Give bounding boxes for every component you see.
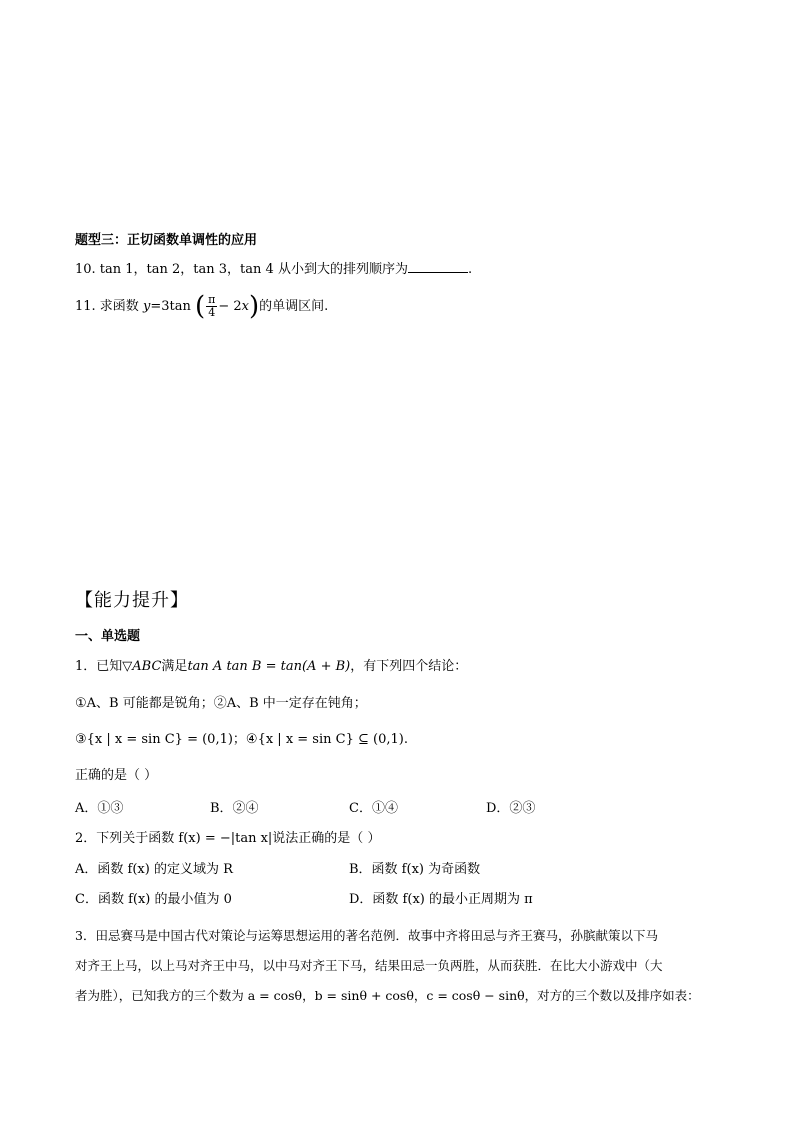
q2-option-b[interactable]: B．函数 f(x) 为奇函数	[349, 862, 481, 877]
function-tail: − 2	[218, 299, 242, 314]
function-var: x	[241, 299, 249, 314]
q1-stem	[75, 657, 467, 677]
right-paren: )	[249, 291, 260, 322]
q3-line-3: 者为胜），已知我方的三个数为 a = cosθ，b = sinθ + cosθ，c = cosθ − sinθ，对方的三个数以及排序如表：	[75, 988, 700, 1003]
q1-option-c[interactable]: C．①④	[349, 801, 398, 816]
q1-option-d[interactable]: D．②③	[486, 801, 536, 816]
fraction	[206, 294, 217, 319]
q2-option-d[interactable]: D．函数 f(x) 的最小正周期为 π	[349, 892, 533, 907]
function-name: y	[142, 299, 151, 314]
q1-prompt: 正确的是（ ）	[75, 768, 158, 783]
fraction-num: π	[208, 293, 216, 306]
q3-line-2: 对齐王上马，以上马对齐王中马，以中马对齐王下马，结果田忌一负两胜，从而获胜．在比大小游戏中（大	[75, 958, 663, 973]
question-11	[75, 293, 328, 321]
question-10-text: 10. tan 1，tan 2，tan 3，tan 4 从小到大的排列顺序为	[75, 262, 408, 277]
question-11-suffix: 的单调区间.	[259, 299, 329, 314]
ability-section-title: 【能力提升】	[75, 590, 189, 611]
left-paren: (	[194, 291, 206, 322]
q1-stem-a: 1．已知	[75, 659, 123, 674]
q2-option-a[interactable]: A．函数 f(x) 的定义域为 R	[75, 862, 233, 877]
q3-line-1: 3．田忌赛马是中国古代对策论与运筹思想运用的著名范例．故事中齐将田忌与齐王赛马，孙膑献策以下马	[75, 928, 658, 943]
answer-blank	[408, 258, 468, 273]
question-11-prefix: 11. 求函数	[75, 299, 143, 314]
fraction-den: 4	[208, 306, 216, 319]
question-10	[75, 258, 472, 280]
q1-equation: tan A tan B = tan(A + B)	[187, 659, 351, 674]
q1-conclusions-3-4: ③{x | x = sin C} = (0,1)；④{x | x = sin C} ⊆ (0,1).	[75, 732, 408, 747]
q2-stem: 2．下列关于函数 f(x) = −|tan x|说法正确的是（ ）	[75, 831, 381, 846]
single-choice-heading: 一、单选题	[75, 629, 141, 644]
q1-conclusions-1-2: ①A、B 可能都是锐角；②A、B 中一定存在钝角；	[75, 696, 367, 711]
q1-option-b[interactable]: B．②④	[210, 801, 259, 816]
question-10-end: .	[467, 262, 473, 277]
q1-triangle: ▽ABC	[122, 659, 162, 674]
q1-option-a[interactable]: A．①③	[75, 801, 124, 816]
function-eq: =3tan	[150, 299, 195, 314]
q2-option-c[interactable]: C．函数 f(x) 的最小值为 0	[75, 892, 232, 907]
type3-heading: 题型三：正切函数单调性的应用	[75, 233, 258, 248]
q1-stem-b: 满足	[161, 659, 188, 674]
q1-stem-c: ，有下列四个结论：	[350, 659, 468, 674]
